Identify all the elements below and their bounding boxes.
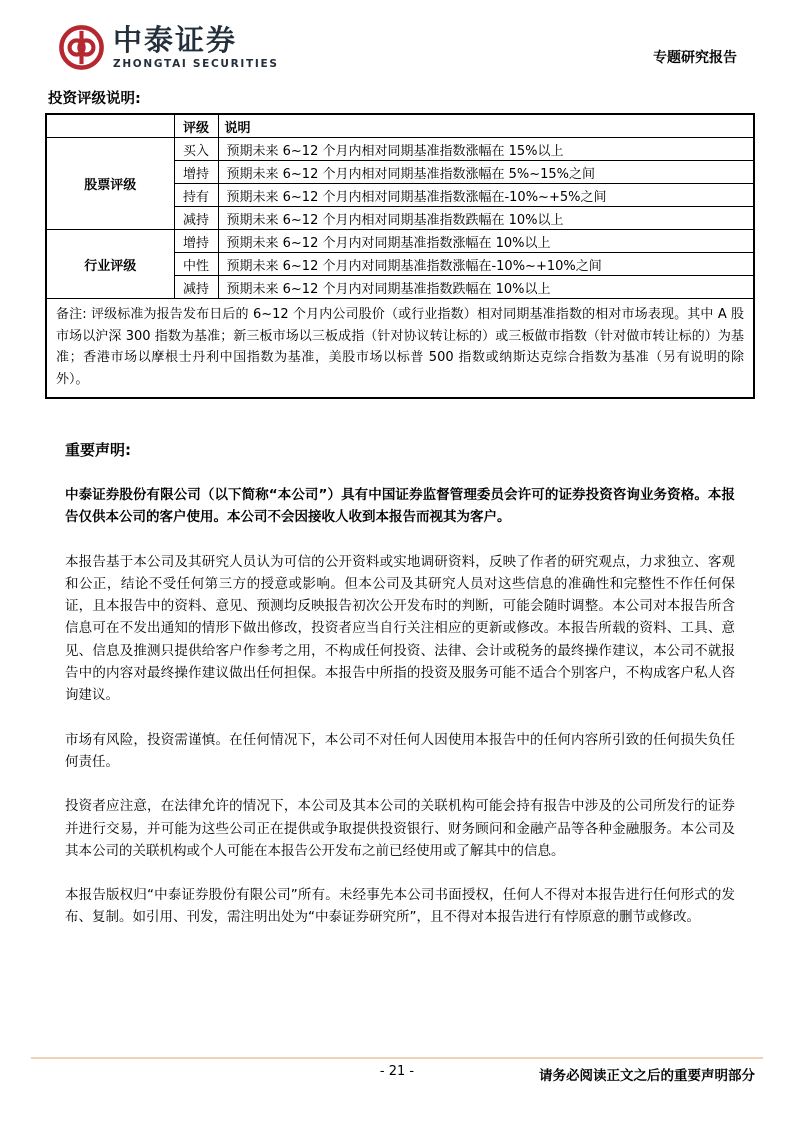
rating-cell: 增持 — [174, 230, 218, 253]
statement-paragraph: 本报告版权归“中泰证券股份有限公司”所有。未经事先本公司书面授权，任何人不得对本报告进行任何形式的发布、复制。如引用、刊发，需注明出处为“中泰证券研究所”，且不得对本报告进行有悖原意的删节或修改。 — [65, 887, 735, 926]
statement-paragraph: 中泰证券股份有限公司（以下简称“本公司”）具有中国证券监督管理委员会许可的证券投资咨询业务资格。本报告仅供本公司的客户使用。本公司不会因接收人收到本报告而视其为客户。 — [65, 487, 735, 526]
empty-header-cell — [46, 114, 174, 138]
footer-notice: 请务必阅读正文之后的重要声明部分 — [539, 1068, 755, 1084]
rating-table — [45, 113, 755, 399]
group-label-stock: 股票评级 — [46, 138, 174, 230]
page-header — [0, 0, 794, 71]
table-header-row — [46, 114, 754, 138]
table-row — [46, 138, 754, 161]
footer-divider — [31, 1057, 763, 1059]
rating-cell: 中性 — [174, 253, 218, 276]
description-cell: 预期未来 6~12 个月内相对同期基准指数涨幅在 15%以上 — [218, 138, 754, 161]
table-row — [46, 230, 754, 253]
description-cell: 预期未来 6~12 个月内对同期基准指数涨幅在 10%以上 — [218, 230, 754, 253]
rating-cell: 买入 — [174, 138, 218, 161]
description-cell: 预期未来 6~12 个月内相对同期基准指数涨幅在-10%~+5%之间 — [218, 184, 754, 207]
description-cell: 预期未来 6~12 个月内相对同期基准指数涨幅在 5%~15%之间 — [218, 161, 754, 184]
statement-paragraph: 本报告基于本公司及其研究人员认为可信的公开资料或实地调研资料，反映了作者的研究观点，力求独立、客观和公正，结论不受任何第三方的授意或影响。但本公司及其研究人员对这些信息的准确性和完整性不作任何保证，且本报告中的资料、意见、预测均反映报告初次公开发布时的判断，可能会随时调整。本公司对本报告所含信息可在不发出通知的情形下做出修改，投资者应当自行关注相应的更新或修改。本报告所载的资料、工具、意见、信息及推测只提供给客户作参考之用，不构成任何投资、法律、会计或税务的最终操作建议，本公司不就报告中的内容对最终操作建议做出任何担保。本报告中所指的投资及服务可能不适合个别客户，不构成客户私人咨询建议。 — [65, 553, 735, 704]
rating-section-title: 投资评级说明: — [48, 91, 141, 107]
description-cell: 预期未来 6~12 个月内相对同期基准指数跌幅在 10%以上 — [218, 207, 754, 230]
rating-column-header: 评级 — [174, 114, 218, 138]
logo-text — [113, 25, 279, 69]
rating-cell: 持有 — [174, 184, 218, 207]
statement-title: 重要声明: — [65, 441, 131, 459]
brand-name-en: ZHONGTAI SECURITIES — [113, 57, 279, 70]
description-cell: 预期未来 6~12 个月内对同期基准指数跌幅在 10%以上 — [218, 276, 754, 299]
rating-cell: 减持 — [174, 276, 218, 299]
table-note-row — [46, 299, 754, 399]
rating-note: 备注: 评级标准为报告发布日后的 6~12 个月内公司股价（或行业指数）相对同期基准指数的相对市场表现。其中 A 股市场以沪深 300 指数为基准；新三板市场以三板成指（针对协议转让标的）或三板做市指数（针对做市转让标的）为基准；香港市场以摩根士丹利中国指数为基准，美股市场以标普 500 指数或纳斯达克综合指数为基准（另有说明的除外）。 — [46, 299, 754, 399]
rating-cell: 减持 — [174, 207, 218, 230]
zhongtai-logo — [58, 24, 279, 71]
rating-cell: 增持 — [174, 161, 218, 184]
statement-paragraph: 市场有风险，投资需谨慎。在任何情况下，本公司不对任何人因使用本报告中的任何内容所引致的任何损失负任何责任。 — [65, 731, 735, 770]
description-column-header: 说明 — [218, 114, 754, 138]
report-type-label: 专题研究报告 — [653, 50, 737, 66]
zhongtai-logo-icon — [58, 24, 105, 71]
brand-name-cn: 中泰证券 — [113, 23, 238, 58]
page-number: - 21 - — [379, 1064, 415, 1079]
important-statement-section — [65, 439, 735, 929]
statement-paragraph: 投资者应注意，在法律允许的情况下，本公司及其本公司的关联机构可能会持有报告中涉及的公司所发行的证券并进行交易，并可能为这些公司正在提供或争取提供投资银行、财务顾问和金融产品等各种金融服务。本公司及其本公司的关联机构或个人可能在本报告公开发布之前已经使用或了解其中的信息。 — [65, 798, 735, 859]
description-cell: 预期未来 6~12 个月内对同期基准指数涨幅在-10%~+10%之间 — [218, 253, 754, 276]
group-label-industry: 行业评级 — [46, 230, 174, 299]
